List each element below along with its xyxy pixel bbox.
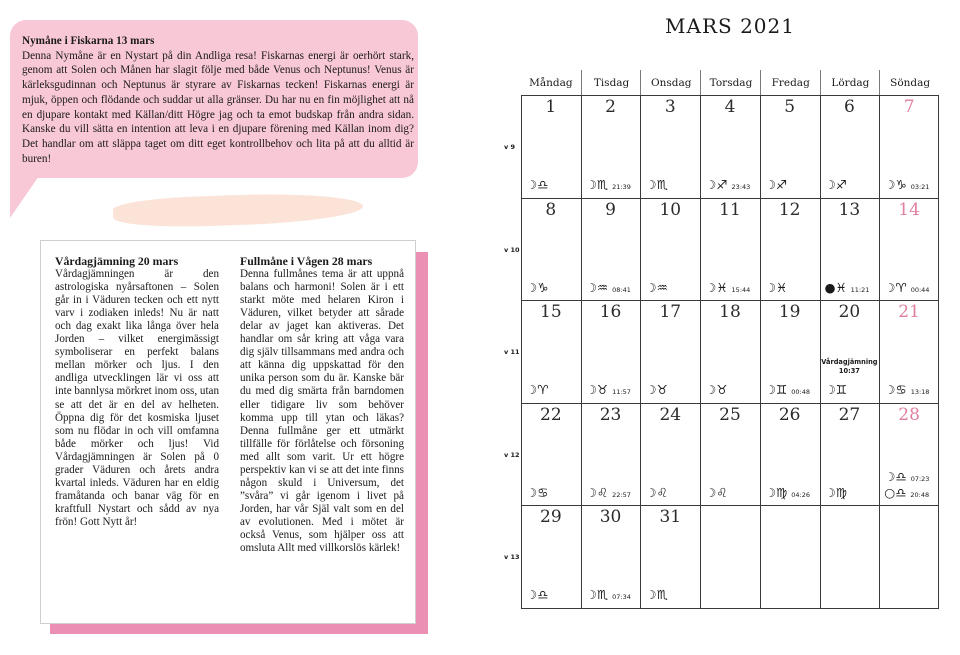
moon-sign-icon: ☽♉: [585, 382, 609, 398]
new-moon-body: Denna Nymåne är en Nystart på din Andliga resa! Fiskarnas energi är oerhört stark, genom att Solen och Månen har slagit följe med både Venus och Neptunus! Venus är kärleksgudinnan och Neptunus är styrare av Fiskarnas tecken! Fiskarnas energi är mjuk, öppen och flödande och suddar ut alla gränser. Du har nu en fin möjlighet att nå en djupare kontakt med Källan/ditt Högre jag och ta emot budskap från andra sidan. Kanske du vill sätta en intention att leva i en djupare förening med Källan inom dig? Det handlar om att släppa taget om ditt eget kontrollbehov och lita på att du alltid är buren!: [22, 49, 414, 165]
day-number: 20: [838, 302, 861, 323]
moon-sign-icon: ☽♉: [705, 382, 728, 398]
calendar-day-cell: [581, 505, 641, 608]
moon-sign: [645, 485, 667, 500]
moon-ingress-time: 07:23: [910, 474, 930, 483]
moon-sign: [765, 177, 787, 192]
moon-ingress-time: 11:21: [850, 285, 870, 294]
calendar-day-cell: [879, 403, 939, 506]
calendar-day-cell: [760, 95, 820, 198]
calendar-day-cell: [879, 95, 939, 198]
calendar-day-cell: [820, 403, 880, 506]
moon-ingress-time: 21:39: [612, 183, 631, 191]
calendar-day-cell: [640, 505, 700, 608]
moon-sign-icon: ☽♉: [645, 382, 668, 398]
day-number: 9: [605, 199, 616, 220]
day-number: 23: [599, 404, 622, 425]
calendar-day-cell: [640, 300, 700, 403]
month-title: MARS 2021: [665, 14, 795, 38]
moon-sign: [526, 177, 548, 192]
day-number: 1: [545, 97, 557, 117]
moon-sign-icon: ●♓: [824, 279, 847, 295]
moon-sign: [705, 485, 727, 500]
moon-sign: [765, 280, 787, 295]
moon-ingress-time: 13:18: [910, 388, 930, 397]
moon-sign-icon: ☽♐: [764, 177, 788, 192]
calendar-day-cell: [879, 300, 939, 403]
day-number: 7: [903, 97, 915, 117]
day-header: Måndag: [529, 76, 573, 89]
moon-sign: [884, 177, 929, 192]
moon-sign-icon: ☽♎: [526, 177, 549, 192]
day-number: 24: [659, 404, 682, 425]
moon-sign-icon: ☽♎: [526, 587, 549, 603]
moon-sign-icon: ☽♌: [705, 484, 728, 500]
day-number: 16: [599, 302, 622, 323]
calendar-day-cell: [521, 198, 581, 301]
moon-sign: [705, 382, 727, 397]
calendar-day-cell: [879, 198, 939, 301]
calendar-day-cell: [581, 95, 641, 198]
week-number: v 10: [504, 245, 520, 254]
calendar-day-cell: [581, 403, 641, 506]
moon-sign: [526, 280, 548, 295]
day-header: Tisdag: [581, 70, 642, 95]
day-header: Söndag: [879, 70, 940, 95]
equinox-title: Vårdagjämning 20 mars: [55, 254, 179, 268]
calendar-day-cell: [521, 95, 581, 198]
calendar-day-cell: [521, 505, 581, 608]
moon-sign: [586, 177, 631, 192]
moon-sign-icon: ☽♋: [884, 382, 907, 398]
moon-ingress-time: 15:44: [731, 285, 751, 294]
day-number: 3: [664, 97, 676, 117]
day-header: Lördag: [820, 70, 881, 95]
moon-sign: [825, 177, 847, 192]
moon-sign: [526, 382, 548, 397]
moon-sign: [884, 485, 929, 500]
decorative-swash: [113, 191, 364, 230]
calendar-day-cell: [820, 95, 880, 198]
calendar-day-cell: [760, 300, 820, 403]
moon-sign: [765, 382, 810, 397]
day-number: 8: [545, 199, 557, 220]
day-number: 4: [724, 97, 736, 117]
calendar-day-cell: [640, 198, 700, 301]
moon-sign-icon: ☽♐: [705, 177, 728, 192]
moon-sign: [526, 587, 548, 602]
day-number: 5: [784, 97, 796, 117]
calendar-day-cell: [700, 198, 760, 301]
moon-ingress-time: 04:26: [791, 490, 810, 499]
calendar-day-cell: [700, 403, 760, 506]
week-number: v 11: [504, 348, 520, 357]
moon-sign: [645, 280, 667, 295]
calendar-day-cell: [521, 403, 581, 506]
day-number: 22: [540, 404, 562, 425]
moon-sign: [825, 485, 847, 500]
day-number: 29: [540, 507, 562, 528]
calendar-day-cell: [521, 300, 581, 403]
day-number: 6: [843, 97, 855, 117]
day-header: Torsdag: [700, 70, 761, 95]
week-number: v 12: [504, 450, 520, 459]
day-number: 10: [659, 199, 682, 220]
week-number: v 13: [504, 553, 520, 562]
day-number: 19: [778, 302, 801, 323]
moon-ingress-time: 03:21: [910, 183, 930, 191]
moon-ingress-time: 08:41: [612, 285, 631, 294]
moon-sign: [586, 382, 631, 397]
moon-ingress-time: 22:57: [612, 490, 631, 499]
moon-sign-icon: ○♎: [884, 484, 907, 500]
day-number: 17: [659, 302, 682, 323]
moon-sign: [705, 177, 750, 192]
calendar-day-cell: [760, 198, 820, 301]
moon-sign: [645, 382, 667, 397]
moon-sign-icon: ☽♏: [645, 587, 668, 603]
new-moon-text-block: [22, 34, 414, 166]
day-number: 11: [719, 199, 741, 220]
moon-sign-icon: ☽♓: [764, 279, 788, 295]
new-moon-title: Nymåne i Fiskarna 13 mars: [22, 35, 155, 47]
day-number: 26: [778, 404, 801, 425]
moon-sign-icon: ☽♏: [645, 177, 668, 192]
day-number: 27: [838, 404, 861, 425]
moon-ingress-time: 11:57: [612, 388, 631, 397]
moon-sign-icon: ☽♏: [585, 177, 609, 192]
articles-panel: [40, 240, 416, 624]
day-number: 18: [719, 302, 741, 323]
moon-sign-icon: ☽♒: [585, 279, 609, 295]
event-name: Vårdagjämning: [821, 358, 878, 367]
moon-ingress-time: 23:43: [731, 183, 751, 191]
day-number: 25: [719, 404, 741, 425]
calendar-day-cell: [820, 198, 880, 301]
moon-sign: [645, 587, 667, 602]
moon-sign: [825, 382, 847, 397]
moon-sign-icon: ☽♓: [705, 279, 728, 295]
calendar-day-cell: [700, 95, 760, 198]
equinox-body: Vårdagjämningen är den astrologiska nyårsaftonen – Solen går in i Väduren tecken och ett nytt varv i zodiaken inleds! Nu är natt och dag exakt lika långa över hela Jorden – vilket energimässigt symboliserar en perfekt balans mellan mörker och ljus. I den andliga utvecklingen lär vi oss att inte bannlysa mörkret inom oss, utan se att det är en del av helheten. Öppna dig för det kosmiska ljuset som nu flödar in och vill omfamna både mörker och ljus! Vid Vårdagjämningen är Solen på 0 grader Väduren och årets andra kvartal inleds. Väduren har en eldig framåtanda och banar väg för en kraftfull Nystart och sådd av nya frön! Gott Nytt år!: [55, 268, 219, 528]
moon-sign-icon: ☽♎: [884, 468, 907, 484]
calendar-day-cell: [760, 403, 820, 506]
day-header: Onsdag: [640, 70, 701, 95]
calendar-day-cell: [640, 403, 700, 506]
moon-sign: [586, 485, 631, 500]
moon-sign: [825, 280, 870, 295]
moon-ingress-time: 00:48: [791, 388, 810, 397]
calendar-day-cell: [581, 198, 641, 301]
moon-sign: [645, 177, 667, 192]
fullmoon-body: Denna fullmånes tema är att uppnå balans och harmoni! Solen är i ett starkt möte med helaren Kiron i Väduren, vilket betyder att sårade delar av jaget kan aktiveras. Det handlar om sår kring att våga vara dig själv tillsammans med andra och att känna dig uppskattad för den unika person som du är. Kanske bär du med dig smärta från barndomen eller tidigare liv som behöver komma upp till ytan och läkas? Denna fullmåne ger ett utmärkt tillfälle för förlåtelse och försoning med allt som varit. Ur ett högre perspektiv kan vi se att det inte finns någon skuld i Universum, det ”svåra” vi går igenom i livet på Jorden, har vår Själ valt som en del av evolutionen. Med i mötet är också Venus, som hjälper oss att omsluta Allt med villkorslös kärlek!: [240, 268, 404, 555]
calendar-day-cell: [640, 95, 700, 198]
moon-sign-icon: ☽♌: [645, 484, 668, 500]
moon-sign: [586, 587, 631, 602]
day-header: Fredag: [760, 70, 821, 95]
moon-ingress-time: 07:34: [612, 593, 631, 602]
moon-sign: [705, 280, 750, 295]
calendar-day-cell: [700, 300, 760, 403]
moon-sign: [586, 280, 631, 295]
moon-sign: [526, 485, 548, 500]
moon-sign-icon: ☽♑: [526, 279, 549, 295]
day-number: 2: [605, 97, 616, 117]
moon-sign-icon: ☽♌: [585, 484, 609, 500]
moon-sign: [765, 485, 810, 500]
moon-ingress-time: 20:48: [910, 490, 930, 499]
moon-sign-icon: ☽♋: [526, 484, 549, 500]
moon-sign-icon: ☽♍: [824, 484, 847, 500]
week-number: v 9: [504, 143, 516, 151]
calendar-grid: [521, 70, 939, 608]
calendar-day-cell: [820, 300, 880, 403]
equinox-column: [55, 255, 219, 529]
moon-sign-icon: ☽♊: [764, 382, 788, 398]
day-number: 13: [838, 199, 861, 220]
day-number: 12: [778, 199, 801, 220]
moon-sign-icon: ☽♒: [645, 279, 668, 295]
day-number: 15: [540, 302, 562, 323]
moon-sign-icon: ☽♈: [884, 279, 907, 295]
moon-sign-icon: ☽♑: [884, 177, 907, 192]
day-number: 21: [898, 302, 920, 323]
moon-sign: [884, 280, 929, 295]
moon-sign: [884, 469, 929, 484]
moon-sign-icon: ☽♍: [764, 484, 788, 500]
moon-sign-icon: ☽♊: [824, 382, 847, 398]
event-label: [820, 358, 880, 376]
event-time: 10:37: [838, 367, 860, 376]
calendar-day-cell: [581, 300, 641, 403]
moon-sign-icon: ☽♈: [526, 382, 549, 398]
moon-sign: [884, 382, 929, 397]
bubble-tail: [10, 160, 50, 218]
moon-ingress-time: 00:44: [910, 285, 930, 294]
moon-sign-icon: ☽♏: [585, 587, 609, 603]
day-number: 14: [898, 199, 920, 220]
day-number: 31: [659, 507, 682, 528]
fullmoon-title: Fullmåne i Vågen 28 mars: [240, 254, 373, 268]
day-number: 28: [898, 404, 920, 425]
moon-sign-icon: ☽♐: [824, 177, 847, 192]
day-number: 30: [599, 507, 622, 528]
fullmoon-column: [240, 255, 404, 555]
